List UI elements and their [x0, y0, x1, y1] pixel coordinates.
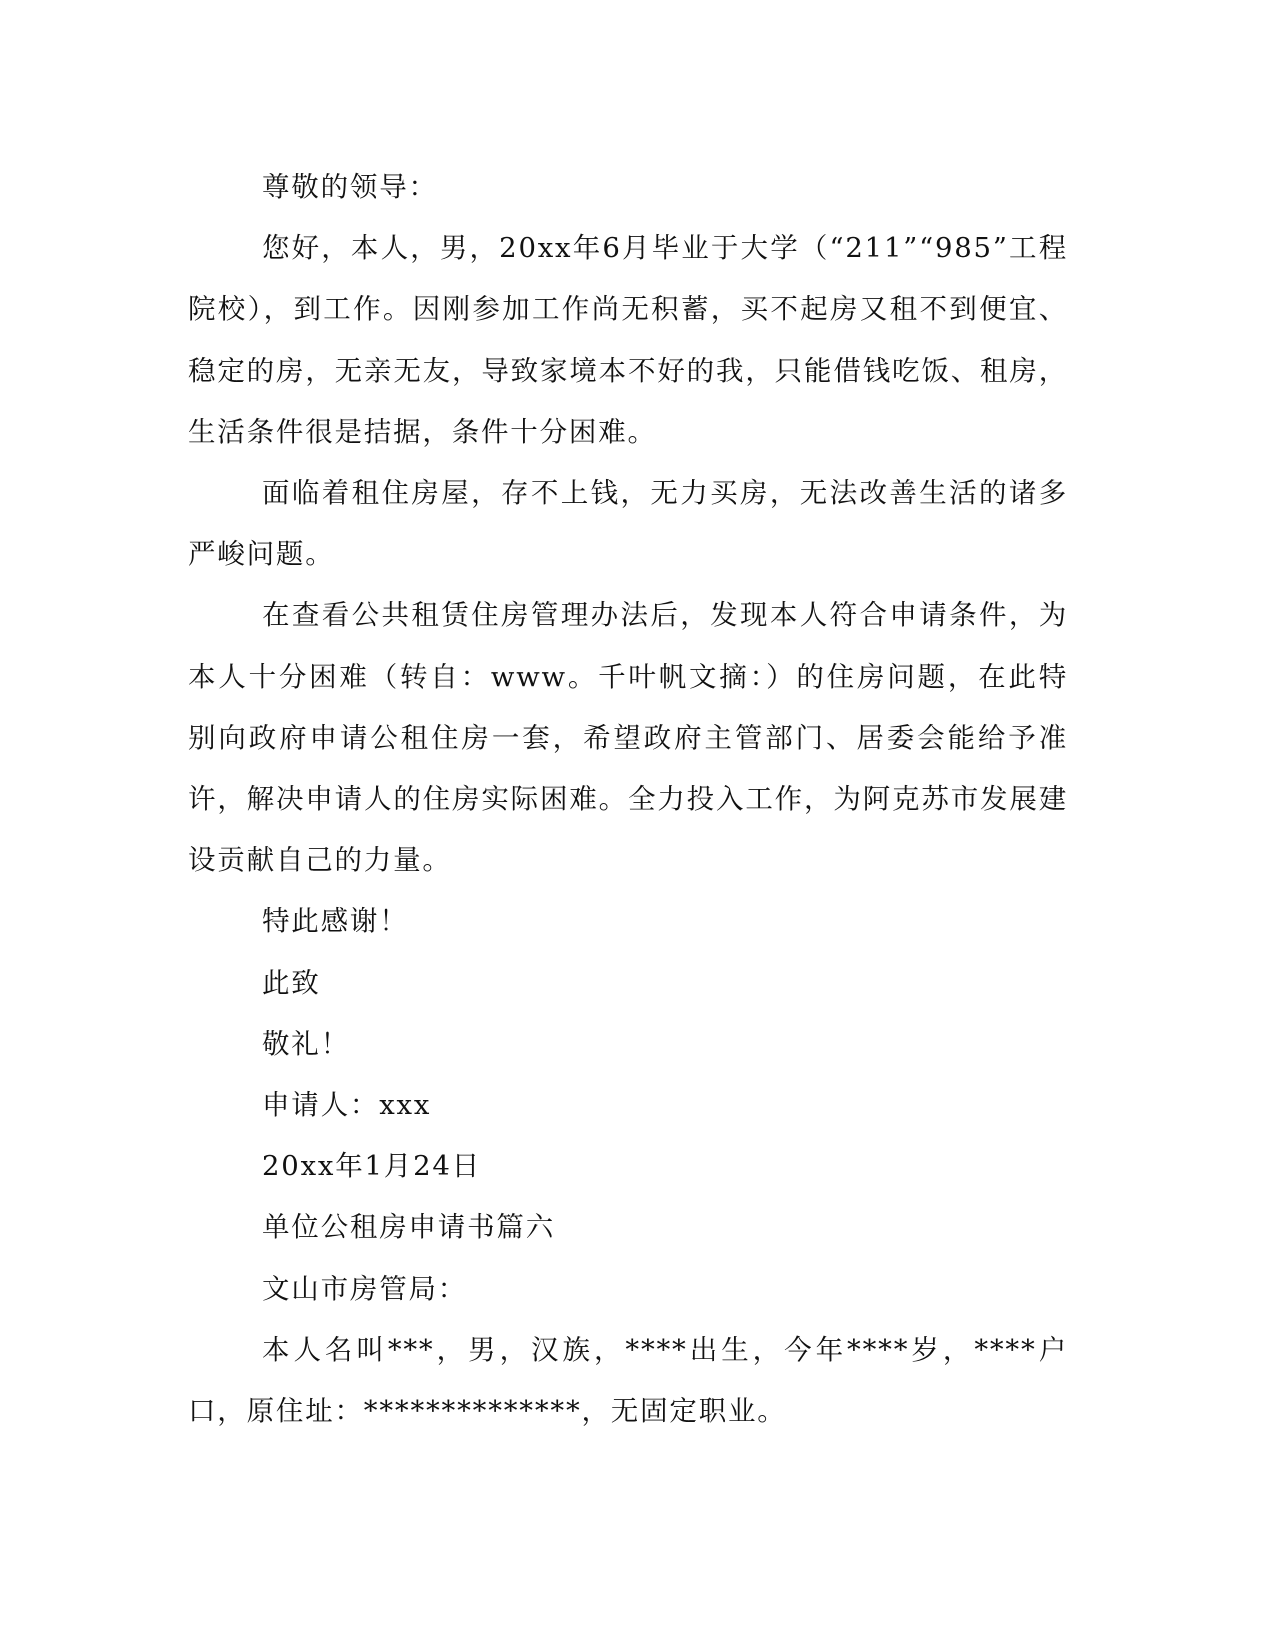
letter-date: 20xx年1月24日	[262, 1150, 481, 1183]
closing-cizhi: 此致	[262, 966, 321, 999]
salutation: 尊敬的领导：	[262, 171, 438, 203]
recipient: 文山市房管局：	[262, 1272, 468, 1305]
closing-jingli: 敬礼！	[262, 1027, 350, 1060]
closing-thanks: 特此感谢！	[262, 905, 409, 938]
letter-body	[188, 157, 1068, 1442]
paragraph-introduction: 您好，本人，男，20xx年6月毕业于大学（“211”“985”工程院校），到工作。因刚参加工作尚无积蓄，买不起房又租不到便宜、稳定的房，无亲无友，导致家境本不好的我，只能借钱吃饭、租房，生活条件很是拮据，条件十分困难。	[188, 232, 1068, 448]
paragraph-problems: 面临着租住房屋，存不上钱，无力买房，无法改善生活的诸多严峻问题。	[188, 477, 1068, 571]
section-title: 单位公租房申请书篇六	[262, 1211, 555, 1244]
paragraph-request: 在查看公共租赁住房管理办法后，发现本人符合申请条件，为本人十分困难（转自：www。千叶帆文摘：）的住房问题，在此特别向政府申请公租住房一套，希望政府主管部门、居委会能给予准许，解决申请人的住房实际困难。全力投入工作，为阿克苏市发展建设贡献自己的力量。	[188, 599, 1068, 877]
applicant-signature: 申请人：xxx	[262, 1089, 432, 1122]
paragraph-personal-info: 本人名叫***，男，汉族，****出生，今年****岁，****户口，原住址：**************，无固定职业。	[188, 1333, 1068, 1428]
